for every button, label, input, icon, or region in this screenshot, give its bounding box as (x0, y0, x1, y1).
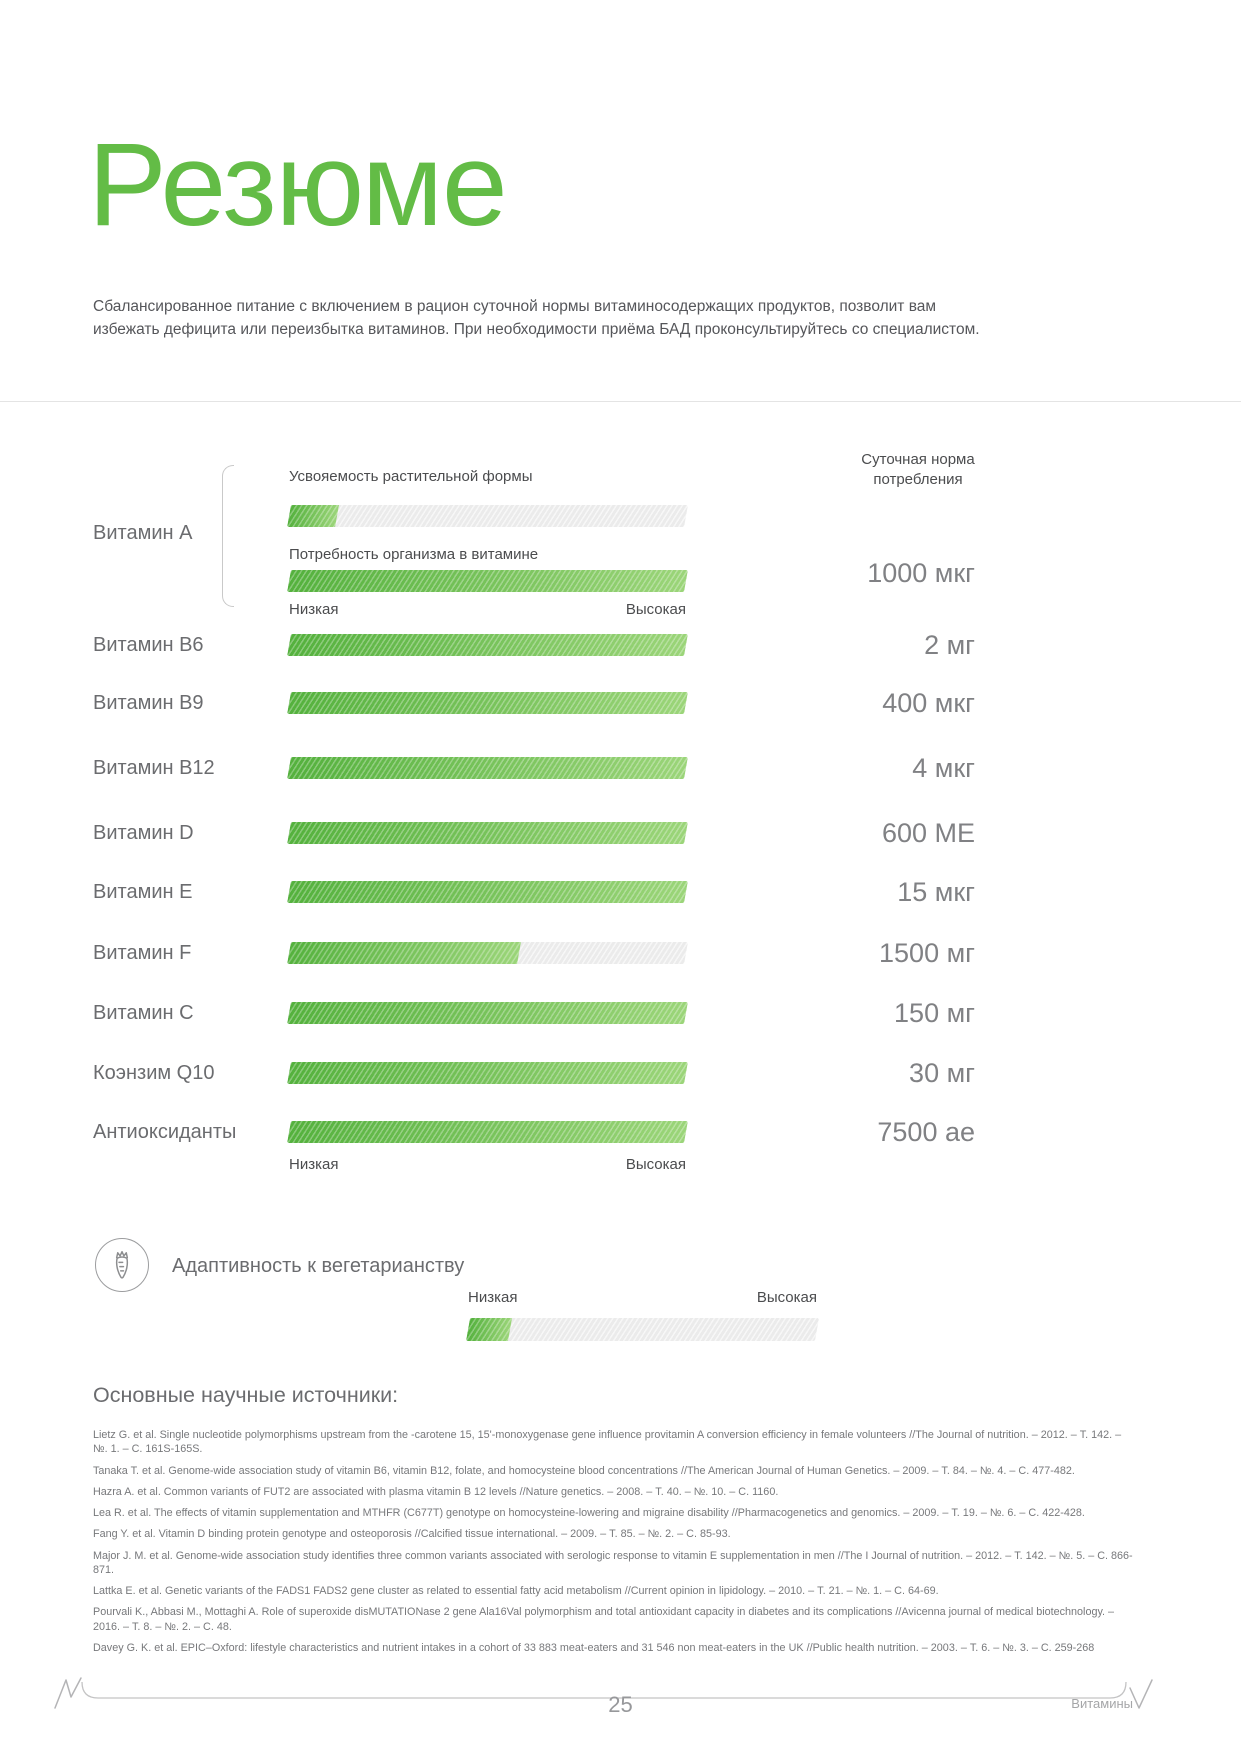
row-bar-fill (287, 1062, 688, 1084)
assimilation-bar (287, 505, 688, 527)
row-daily-norm: 400 мкг (882, 688, 975, 718)
row-bar (287, 1062, 688, 1084)
need-bar-fill (287, 570, 688, 592)
source-item: Lattka E. et al. Genetic variants of the FADS1 FADS2 gene cluster as related to essential fatty acid metabolism //Current opinion in lipidology. – 2010. – Т. 21. – №. 1. – С. 64-69. (93, 1585, 939, 1597)
assimilation-label: Усвояемость растительной формы (289, 468, 533, 485)
vitamin-a-daily-norm: 1000 мкг (867, 558, 975, 588)
row-bar (287, 822, 688, 844)
page-number: 25 (608, 1692, 633, 1717)
row-daily-norm: 150 мг (894, 998, 975, 1028)
row-daily-norm: 15 мкг (897, 877, 975, 907)
row-bar-fill (287, 1121, 688, 1143)
scale-high-label: Высокая (625, 1156, 686, 1173)
row-bar (287, 942, 688, 964)
sources-list (93, 1428, 1138, 1662)
daily-norm-header: Суточная норма потребления (861, 451, 975, 489)
scale-low-label: Низкая (289, 601, 339, 618)
adaptivity-bar-fill (466, 1318, 512, 1341)
section-divider (0, 401, 1241, 402)
scale-low-label: Низкая (289, 1156, 339, 1173)
carrot-icon-circle (95, 1238, 149, 1292)
need-label: Потребность организма в витамине (289, 546, 539, 563)
adaptivity-scale-labels (468, 1289, 817, 1306)
carrot-icon (107, 1248, 137, 1282)
scale-high-label: Высокая (625, 601, 686, 618)
row-label: Витамин В6 (93, 634, 204, 656)
row-bar-fill (287, 942, 521, 964)
scale-low-label: Низкая (468, 1289, 518, 1306)
sources-heading: Основные научные источники: (93, 1383, 399, 1407)
row-bar-fill (287, 822, 688, 844)
scale-high-label: Высокая (756, 1289, 817, 1306)
source-item: Fang Y. et al. Vitamin D binding protein genotype and osteoporosis //Calcified tissue international. – 2009. – Т. 85. – №. 2. – С. 85-93. (93, 1528, 731, 1541)
row-bar-fill (287, 1002, 688, 1024)
row-bar-fill (287, 881, 688, 903)
scale-labels-top (289, 601, 686, 618)
row-daily-norm: 600 МЕ (881, 818, 975, 848)
row-bar-fill (287, 757, 688, 779)
row-bar (287, 634, 688, 656)
intro-paragraph: Сбалансированное питание с включением в рацион суточной нормы витаминосодержащих продуктов, позволит вам избежать дефицита или переизбытка витаминов. При необходимости приёма БАД проконсультируйтесь со специалистом. (93, 298, 980, 338)
row-bar (287, 757, 688, 779)
row-label: Витамин D (93, 822, 194, 844)
row-bar (287, 1002, 688, 1024)
row-bar-fill (287, 634, 688, 656)
row-label: Витамин Е (93, 881, 193, 903)
vitamin-a-label: Витамин А (93, 522, 193, 544)
row-daily-norm: 4 мкг (912, 753, 975, 783)
assimilation-bar-fill (287, 505, 339, 527)
source-item: Lea R. et al. The effects of vitamin supplementation and MTHFR (C677T) genotype on homocysteine-lowering and migraine disability //Pharmacogenetics and genomics. – 2009. – Т. 19. – №. 6. – С. 422-428. (93, 1507, 1085, 1519)
row-bar (287, 692, 688, 714)
source-item: Hazra A. et al. Common variants of FUT2 are associated with plasma vitamin B 12 levels //Nature genetics. – 2008. – Т. 40. – №. 10. – С. 1160. (93, 1485, 779, 1498)
source-item: Lietz G. et al. Single nucleotide polymorphisms upstream from the -carotene 15, 15'-monoxygenase gene influence provitamin A conversion efficiency in female volunteers //The Journal of nutrition. – 2012. – Т. 142. – №. 1. – С. 161S-165S. (93, 1429, 1122, 1456)
row-daily-norm: 2 мг (924, 630, 975, 660)
vitamin-a-bracket (222, 465, 234, 607)
adaptivity-heading: Адаптивность к вегетарианству (172, 1255, 465, 1277)
row-label: Антиоксиданты (93, 1121, 237, 1143)
page-title: Резюме (88, 119, 507, 251)
row-label: Витамин В9 (93, 692, 204, 714)
adaptivity-bar (466, 1318, 819, 1341)
row-daily-norm: 7500 ае (877, 1117, 975, 1147)
source-item: Pourvali K., Abbasi M., Mottaghi A. Role of superoxide disMUTATIONase 2 gene Ala16Val polymorphism and total antioxidant capacity in diabetes and its complications //Avicenna journal of medical biotechnology. – 2016. – Т. 8. – №. 2. – С. 48. (93, 1606, 1115, 1633)
row-daily-norm: 30 мг (909, 1058, 975, 1088)
row-label: Витамин F (93, 942, 192, 964)
row-bar-fill (287, 692, 688, 714)
scale-labels-bottom (289, 1156, 686, 1173)
row-bar (287, 1121, 688, 1143)
source-item: Major J. M. et al. Genome-wide association study identifies three common variants associated with serologic response to vitamin E supplementation in men //The I Journal of nutrition. – 2012. – Т. 142. – №. 5. – С. 866-871. (93, 1549, 1133, 1576)
footer-section-label: Витамины (1071, 1696, 1133, 1711)
row-daily-norm: 1500 мг (879, 938, 975, 968)
row-label: Коэнзим Q10 (93, 1062, 215, 1084)
row-label: Витамин В12 (93, 757, 215, 779)
need-bar (287, 570, 688, 592)
source-item: Tanaka T. et al. Genome-wide association study of vitamin B6, vitamin B12, folate, and homocysteine blood concentrations //The American Journal of Human Genetics. – 2009. – Т. 84. – №. 4. – С. 477-482. (93, 1464, 1075, 1477)
row-bar (287, 881, 688, 903)
row-label: Витамин С (93, 1002, 194, 1024)
source-item: Davey G. K. et al. EPIC–Oxford: lifestyle characteristics and nutrient intakes in a cohort of 33 883 meat-eaters and 31 546 non meat-eaters in the UK //Public health nutrition. – 2003. – Т. 6. – №. 3. – С. 259-268 (93, 1641, 1095, 1654)
